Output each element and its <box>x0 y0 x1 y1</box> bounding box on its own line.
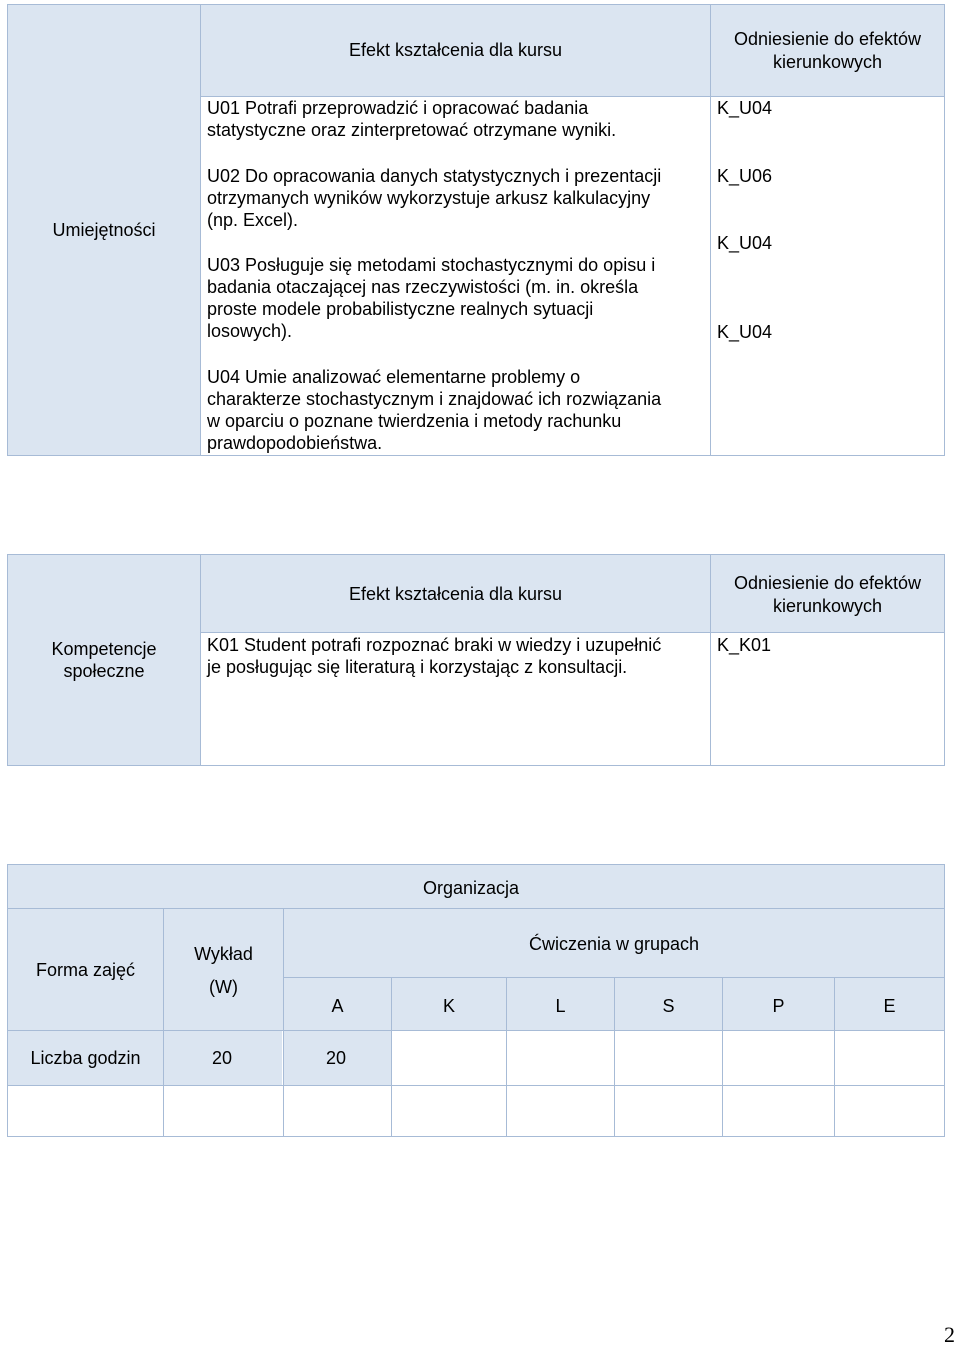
page-number: 2 <box>944 1322 955 1347</box>
wyklad-label: Wykład <box>194 944 253 964</box>
skills-header-ref-2: kierunkowych <box>772 52 883 72</box>
effect-line: (np. Excel). <box>207 210 299 230</box>
competences-header-effect: Efekt kształcenia dla kursu <box>348 584 563 604</box>
skills-header-effect: Efekt kształcenia dla kursu <box>348 40 563 60</box>
ref-k01: K_K01 <box>717 635 772 655</box>
hours-a: 20 <box>326 1048 347 1068</box>
competences-category-1: Kompetencje <box>51 639 157 659</box>
effect-k01-line: K01 Student potrafi rozpoznać braki w wiedzy i uzupełnić <box>207 635 662 655</box>
cwiczenia-label: Ćwiczenia w grupach <box>528 934 700 954</box>
ref-u01: K_U04 <box>717 98 773 118</box>
skills-header-ref-1: Odniesienie do efektów <box>733 29 922 49</box>
effect-line: otrzymanych wyników wykorzystuje arkusz kalkulacyjny <box>207 188 651 208</box>
effect-line: proste modele probabilistyczne realnych sytuacji <box>207 299 594 319</box>
effect-line: badania otaczającej nas rzeczywistości (m. in. określa <box>207 277 639 297</box>
effect-line: charakterze stochastycznym i znajdować ich rozwiązania <box>207 389 662 409</box>
effect-k01-line: je posługując się literaturą i korzystając z konsultacji. <box>207 657 628 677</box>
group-s: S <box>662 996 675 1016</box>
effect-line: U04 Umie analizować elementarne problemy o <box>207 367 581 387</box>
liczba-godzin-label: Liczba godzin <box>30 1048 141 1068</box>
ref-u04: K_U04 <box>717 322 773 342</box>
effect-line: U01 Potrafi przeprowadzić i opracować badania <box>207 98 589 118</box>
skills-category-label: Umiejętności <box>52 220 156 240</box>
group-k: K <box>442 996 455 1016</box>
effect-line: prawdopodobieństwa. <box>207 433 383 453</box>
group-e: E <box>883 996 896 1016</box>
organization-title: Organizacja <box>422 878 520 898</box>
hours-wyklad: 20 <box>212 1048 233 1068</box>
group-a: A <box>331 996 344 1016</box>
competences-header-ref-2: kierunkowych <box>772 596 883 616</box>
effect-line: U03 Posługuje się metodami stochastycznymi do opisu i <box>207 255 656 275</box>
wyklad-abbr: (W) <box>209 977 238 997</box>
ref-u02: K_U06 <box>717 166 773 186</box>
competences-header-ref-1: Odniesienie do efektów <box>733 573 922 593</box>
group-p: P <box>772 996 785 1016</box>
group-l: L <box>555 996 566 1016</box>
effect-line: w oparciu o poznane twierdzenia i metody rachunku <box>207 411 622 431</box>
forma-label: Forma zajęć <box>35 960 136 980</box>
effect-line: losowych). <box>207 321 293 341</box>
competences-category-2: społeczne <box>63 661 145 681</box>
effect-line: U02 Do opracowania danych statystycznych i prezentacji <box>207 166 662 186</box>
effect-line: statystyczne oraz zinterpretować otrzymane wyniki. <box>207 120 617 140</box>
ref-u03: K_U04 <box>717 233 773 253</box>
